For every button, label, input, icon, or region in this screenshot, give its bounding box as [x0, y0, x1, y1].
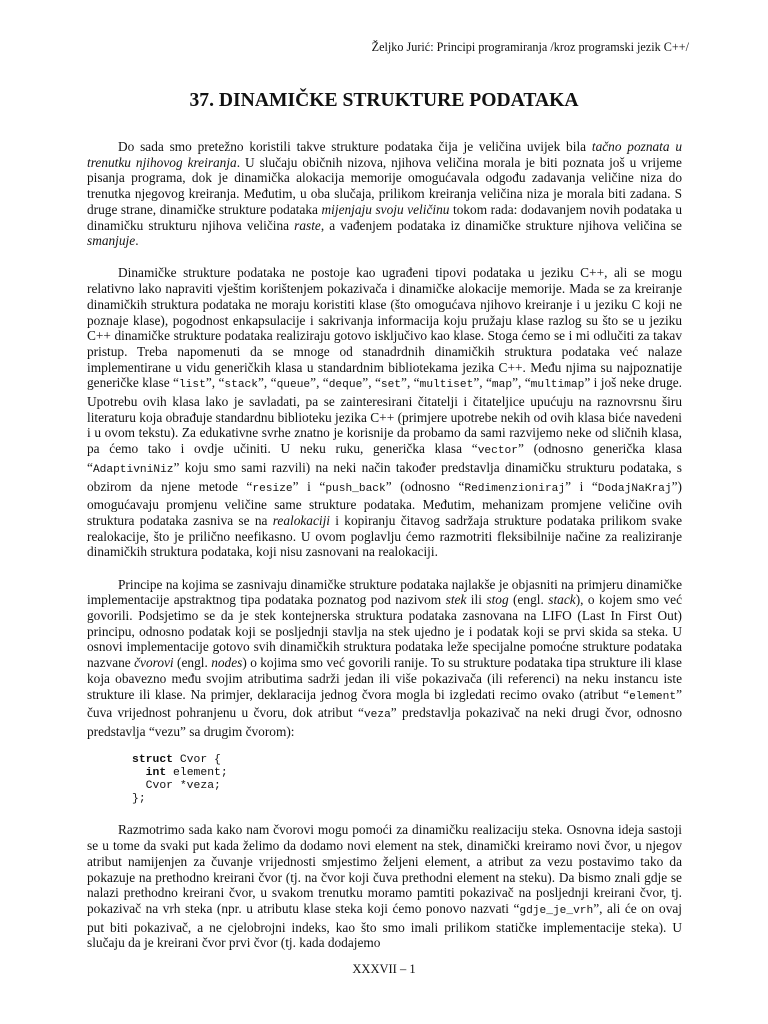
running-header: Željko Jurić: Principi programiranja /kroz programski jezik C++/ — [371, 40, 689, 54]
code-line: int element; — [145, 766, 228, 779]
paragraph-stack-nodes: Principe na kojima se zasnivaju dinamičke strukture podataka najlakše je objasniti na primjeru dinamičke implementacije apstraktnog tipa podataka poznatog pod nazivom stek ili stog (engl. stack), o kojem smo već govorili. Podsjetimo se da je stek kontejnerska struktura podataka zasnovana na LIFO (Last In First Out) principu, odnosno podatak koji se posljednji stavlja na stek ujedno je i podatak koji se prvi skida sa steka. U osnovi implementacije gotovo svih dinamičkih struktura podataka leže specijalne pomoćne strukture podataka nazvane čvorovi (engl. nodes) o kojima smo već govorili ranije. To su strukture podataka tipa strukture ili klase koja obavezno među svojim atributima sadrži jedan ili više pokazivača (ili referenci) na neku instancu iste strukture ili klase. Na primjer, deklaracija jednog čvora mogla bi izgledati recimo ovako (atribut “element” čuva vrijednost pohranjenu u čvoru, dok atribut “veza” predstavlja pokazivač na neki drugi čvor, odnosno predstavlja “vezu” sa drugim čvorom): — [87, 576, 683, 739]
paragraph-intro: Do sada smo pretežno koristili takve strukture podataka čija je veličina uvijek bila tačno poznata u trenutku njihovog kreiranja. U slučaju običnih nizova, njihova veličina morala je biti poznata još u vrijeme pisanja programa, dok je dinamička alokacija memorije omogućavala odgođu zadavanja veličine niza do trenutka njegovog kreiranja. Međutim, u oba slučaja, prilikom kreiranja veličina niza je morala biti zadana. S druge strane, dinamičke strukture podataka mijenjaju svoju veličinu tokom rada: dodavanjem novih podataka u dinamičku strukturu njihova veličina raste, a vađenjem podataka iz dinamičke strukture njihova veličina se smanjuje. — [87, 139, 682, 249]
chapter-title: 37. DINAMIČKE STRUKTURE PODATAKA — [189, 90, 579, 111]
body-text — [87, 139, 682, 968]
code-line: struct Cvor { — [132, 753, 221, 766]
paragraph-standard-library: Dinamičke strukture podataka ne postoje kao ugrađeni tipovi podataka u jeziku C++, ali se mogu relativno lako napraviti vještim korištenjem pokazivača i dinamičke alokacije memorije. Mada se za kreiranje dinamičkih struktura podataka ne moraju koristiti klase (što omogućava njihovo kreiranje i u jeziku C koji ne poznaje klase), pogodnost enkapsulacije i sakrivanja informacija koju pružaju klase razlog su što se u jeziku C++ dinamičke strukture podataka realiziraju gotovo isključivo kao klase. Stoga ćemo se i mi odlučiti za takav pristup. Treba napomenuti da se mnoge od stanadrdnih dinamičkih struktura podataka već nalaze implementirane u vidu generičkih klasa u standardnim bibliotekama jezika C++. Među njima su najpoznatije generičke klase “list”, “stack”, “queue”, “deque”, “set”, “multiset”, “map”, “multimap” i još neke druge. Upotrebu ovih klasa lako je savladati, pa se zainteresirani čitatelji i čitateljice upućuju na raznovrsnu širu literaturu koja obrađuje standardnu biblioteku jezika C++ (primjere upotrebe nekih od ovih klasa biće navedeni i u ovom tekstu). Za edukativne svrhe znatno je korisnije da probamo da sami razvijemo neke od sličnih klasa, pa ćemo tako i ovdje učiniti. U neku ruku, generička klasa “vector” (odnosno generička klasa “AdaptivniNiz” koju smo sami razvili) na neki način također predstavlja dinamičku strukturu podataka, s obzirom da njene metode “resize” i “push_back” (odnosno “Redimenzioniraj” i “DodajNaKraj”) omogućavaju promjenu veličine same strukture podataka. Međutim, mehanizam promjene veličine ovih struktura podataka zasniva se na realokaciji i kopiranju čitavog sadržaja strukture podataka prilikom svake realokacije, što je prilično neefikasno. U ovom poglavlju ćemo razmotriti fleksibilnije načine za realiziranje dinamičkih struktura podataka, koji nisu zasnovani na realokaciji. — [87, 265, 682, 560]
code-line: }; — [132, 793, 146, 806]
paragraph-dynamic-stack: Razmotrimo sada kako nam čvorovi mogu pomoći za dinamičku realizaciju steka. Osnovna ideja sastoji se u tome da svaki put kada želimo da dodamo novi element na stek, dinamički kreiramo novi čvor, u njegov atribut namijenjen za čuvanje vrijednosti smjestimo željeni element, a atribut za vezu postavimo tako da pokazuje na prethodno kreirani čvor (tj. na čvor koji čuva prethodni element na steku). Da bismo znali gdje se nalazi prethodno kreirani čvor, u svakom trenutku moramo pamtiti pokazivač na posljednji kreirani čvor, tj. pokazivač na vrh steka (npr. u atributu klase steka koji ćemo ponovo nazvati “gdje_je_vrh”, ali će on ovaj put biti pokazivač, a ne cjelobrojni indeks, kao što smo imali prilikom statičke implementacije steka). U slučaju da je kreirani čvor prvi čvor (tj. kada dodajemo — [87, 822, 682, 951]
code-block-cvor-struct — [132, 754, 682, 807]
page-number: XXXVII – 1 — [352, 962, 416, 976]
code-line: Cvor *veza; — [132, 780, 221, 793]
